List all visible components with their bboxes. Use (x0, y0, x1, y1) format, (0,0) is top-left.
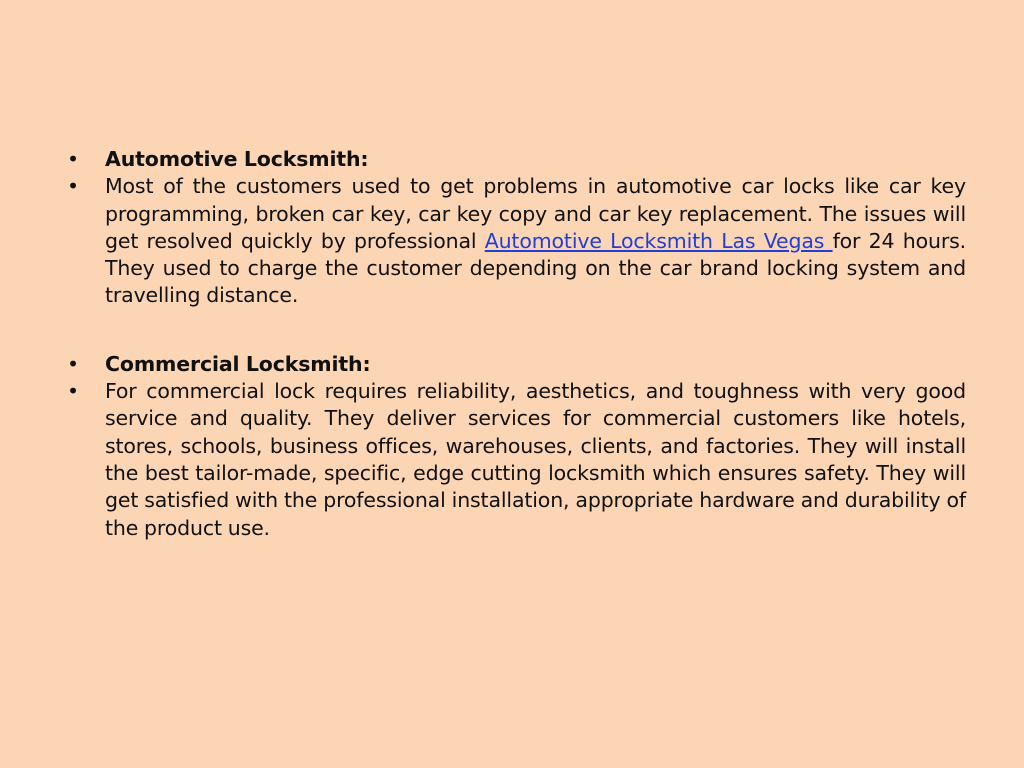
bullet-automotive-heading (64, 146, 966, 173)
bullet-commercial-body (64, 378, 966, 542)
slide-content (64, 146, 966, 542)
bullet-automotive-body (64, 173, 966, 309)
automotive-heading: Automotive Locksmith: (105, 147, 369, 171)
automotive-body-before-link: Most of the customers used to get problems in automotive car locks like car key programming, broken car key, car key copy and car key replacement. The issues will get resolved quickly by professional (105, 174, 966, 253)
automotive-locksmith-link[interactable]: Automotive Locksmith Las Vegas (484, 228, 833, 253)
commercial-heading: Commercial Locksmith: (105, 351, 371, 376)
commercial-body: For commercial lock requires reliability, aesthetics, and toughness with very good service and quality. They deliver services for commercial customers like hotels, stores, schools, business offices, warehouses, clients, and factories. They will install the best tailor-made, specific, edge cutting locksmith which ensures safety. They will get satisfied with the professional installation, appropriate hardware and durability of the product use. (105, 379, 966, 540)
automotive-body (105, 173, 966, 309)
section-spacer (64, 310, 966, 351)
bullet-commercial-heading (64, 351, 966, 378)
bullet-dot: • (67, 379, 80, 404)
bullet-dot: • (67, 174, 80, 199)
bullet-dot: • (67, 147, 80, 171)
bullet-dot: • (67, 351, 80, 376)
automotive-body-after-link: for 24 hours. They used to charge the customer depending on the car brand locking system and travelling distance. (105, 228, 966, 308)
